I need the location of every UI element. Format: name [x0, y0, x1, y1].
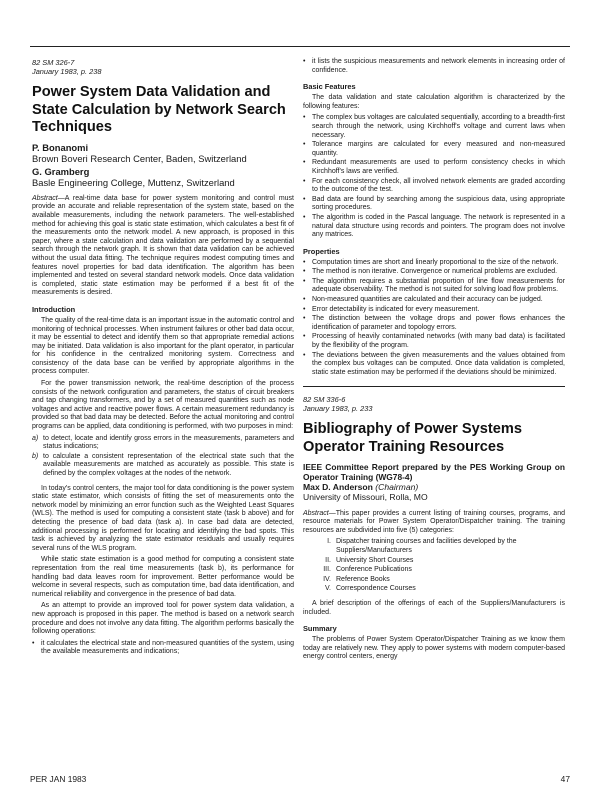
abstract-paragraph	[32, 195, 294, 298]
page-number: 47	[560, 774, 570, 784]
list-item: • Bad data are found by searching among the suspicious data, using appropriate sorting procedures.	[303, 196, 565, 213]
chairman-name	[303, 482, 565, 492]
list-item: • The distinction between the voltage drops and power flows enhances the identification of parameter and topology errors.	[303, 315, 565, 332]
body-paragraph: For the power transmission network, the real-time description of the process consists of the network configuration and parameters, the status of circuit breakers and tap changing transformers, and by a set of measured quantities such as node voltages and active and reactive power flows. A certain measurement redundancy is provided so that bad data may be detected. Before the actual monitoring and control programs can be applied, data conditioning is performed, with two purposes in mind:	[32, 380, 294, 431]
right-column	[303, 58, 565, 665]
list-item	[317, 557, 565, 566]
list-item	[317, 538, 565, 555]
list-item: • Tolerance margins are calculated for every measured and non-measured quantity.	[303, 141, 565, 158]
abstract-label: Abstract	[32, 194, 58, 202]
list-item: • The algorithm requires a substantial proportion of line flow measurements for adequate observability. The method is not suited for solving load flow problems.	[303, 278, 565, 295]
abstract-paragraph	[303, 510, 565, 536]
list-item	[32, 453, 294, 479]
body-paragraph: While static state estimation is a good method for computing a consistent state representation from the real time measurements (task b), its performance for handling bad data leaves room for improvement. Better performance would be welcome in several respects, such as computation time, bad data identification, and numerical reliability and convergence in the presence of bad data.	[32, 556, 294, 598]
operations-list	[32, 640, 294, 657]
author-affiliation: University of Missouri, Rolla, MO	[303, 491, 428, 502]
abstract-text: —This paper provides a current listing of training courses, programs, and resource materials for Power System Operator/Dispatcher training. The training resources are subdivided into five (5) categories:	[303, 509, 565, 534]
author-name: G. Gramberg	[32, 165, 90, 177]
article-title: Bibliography of Power Systems Operator Training Resources	[303, 421, 522, 455]
list-item: • Error detectability is indicated for every measurement.	[303, 306, 565, 315]
body-paragraph: The problems of Power System Operator/Dispatcher Training as we know them today are relatively new. They apply to power systems with modern computer-based energy control centers, energy	[303, 636, 565, 661]
top-rule	[30, 46, 570, 47]
list-marker: I.	[327, 538, 331, 546]
left-column	[32, 58, 294, 660]
section-heading: Summary	[303, 624, 337, 634]
list-item: • The complex bus voltages are calculated sequentially, according to a breadth-first search through the network, using Kirchhoff's voltage and current laws when necessary.	[303, 114, 565, 140]
article-date: January 1983, p. 233	[303, 404, 373, 414]
committee-report-line: IEEE Committee Report prepared by the PES Working Group on Operator Training (WG78-4)	[303, 461, 565, 482]
list-item-text: Conference Publications	[336, 566, 412, 574]
author-affiliation: Basle Engineering College, Muttenz, Switzerland	[32, 176, 235, 188]
section-heading: Basic Features	[303, 82, 356, 92]
section-heading: Introduction	[32, 304, 76, 314]
purpose-list	[32, 435, 294, 479]
list-item: • The algorithm is coded in the Pascal language. The network is represented in a natural data structure using records and pointers. The program does not involve any matrices.	[303, 214, 565, 240]
list-marker: b)	[32, 452, 39, 460]
body-paragraph: As an attempt to provide an improved tool for power system data validation, a new approach is proposed in this paper. The method is based on a network search procedure and does not involve any data fitting. The algorithm performs basically the following operations:	[32, 602, 294, 636]
list-item: • Computation times are short and linearly proportional to the size of the network.	[303, 259, 565, 268]
body-paragraph: In today's control centers, the major tool for data conditioning is the power system static state estimator, which consists of fitting the set of measurements onto the network model by minimizing an error function such as the Weighted Least Squares (WLS). The method is used for computing a consistent state (task b above) and for detecting the presence of bad data (task a). In case bad data are detected, additional processing is performed for locating and identifying the bad spots. This task is achieved by analyzing the state estimator residuals and usually requires several runs of the WLS program.	[32, 484, 294, 552]
list-marker: V.	[325, 585, 331, 593]
properties-list	[303, 259, 565, 378]
article-reference: 82 SM 326-7	[32, 58, 75, 67]
list-item	[32, 435, 294, 452]
list-item: • it lists the suspicious measurements and network elements in increasing order of confidence.	[303, 58, 565, 75]
list-item-text: to calculate a consistent representation of the electrical state such that the available measurements are matched as accurately as possible. This state is defined by the complex voltages at the nodes of the network.	[43, 452, 294, 477]
list-marker: IV.	[323, 575, 331, 583]
list-item	[317, 566, 565, 575]
list-marker: II.	[325, 556, 331, 564]
list-item: • it calculates the electrical state and non-measured quantities of the system, using the available measurements and indications;	[32, 640, 294, 657]
operations-list	[303, 58, 565, 75]
author-affiliation: Brown Boveri Research Center, Baden, Switzerland	[32, 152, 247, 164]
categories-list	[303, 538, 565, 594]
section-heading: Properties	[303, 246, 340, 256]
article-divider	[303, 386, 565, 387]
body-paragraph: A brief description of the offerings of each of the Suppliers/Manufacturers is included.	[303, 599, 565, 616]
article-reference: 82 SM 336-6	[303, 395, 346, 405]
list-item-text: to detect, locate and identify gross errors in the measurements, parameters and status indications;	[43, 434, 294, 451]
list-item	[317, 585, 565, 594]
body-paragraph: The data validation and state calculation algorithm is characterized by the following features:	[303, 94, 565, 110]
body-paragraph: The quality of the real-time data is an important issue in the automatic control and monitoring of technical processes. When instrument failures or other bad data occur, it may be essential to detect and identify them so that appropriate remedial actions may be initiated. Data validation is also important for the plant operator, in particular for his confidence in the centralized monitoring system. Correctness and consistency of the data base can be verified by appropriate algorithms in the process computer.	[32, 316, 294, 376]
list-item: • For each consistency check, all involved network elements are graded according to the outcome of the test.	[303, 178, 565, 195]
list-marker: III.	[323, 566, 331, 574]
list-item-text: University Short Courses	[336, 556, 414, 564]
journal-issue: PER JAN 1983	[30, 774, 87, 784]
features-list	[303, 114, 565, 239]
list-item	[317, 576, 565, 585]
list-item-text: Dispatcher training courses and facilities developed by the Suppliers/Manufacturers	[336, 538, 517, 554]
list-item: • Non-measured quantities are calculated and their accuracy can be judged.	[303, 296, 565, 305]
abstract-text: —A real-time data base for power system monitoring and control must provide an accurate and reliable representation of the system state, based on the available measurements, including the network parameters. The well-established method for achieving this goal is static state estimation, which calculates a best fit of the measurements onto the network model. A new approach, is proposed in this paper, where a state calculation and data validation are performed by a sequential search through the network graph. It is shown that data validation can be achieved without the usual data fitting. The technique requires modest computing times and features novel properties for bad data identification. The algorithm has been implemented and tested on several standard network models. Once data validation is completed, static state estimation may be performed if a best fit of the measurements is desired.	[32, 194, 294, 297]
author-name: P. Bonanomi	[32, 141, 89, 153]
list-item: • Processing of heavily contaminated networks (with many bad data) is facilitated by the flexibility of the program.	[303, 333, 565, 350]
list-item: • The method is non iterative. Convergence or numerical problems are excluded.	[303, 268, 565, 277]
person-name: Max D. Anderson	[303, 481, 373, 492]
person-role: (Chairman)	[375, 481, 419, 492]
list-marker: a)	[32, 434, 39, 442]
list-item-text: Reference Books	[336, 575, 390, 583]
article-date: January 1983, p. 238	[32, 67, 102, 76]
list-item-text: Correspondence Courses	[336, 585, 416, 593]
article-title: Power System Data Validation and State Calculation by Network Search Techniques	[32, 84, 286, 136]
list-item: • The deviations between the given measurements and the values obtained from the complex bus voltages can be computed. Once data validation is completed, static state estimation may be performed if the deviations should be minimized.	[303, 352, 565, 378]
list-item: • Redundant measurements are used to perform consistency checks in which Kirchhoff's laws are verified.	[303, 159, 565, 176]
abstract-label: Abstract	[303, 509, 329, 517]
